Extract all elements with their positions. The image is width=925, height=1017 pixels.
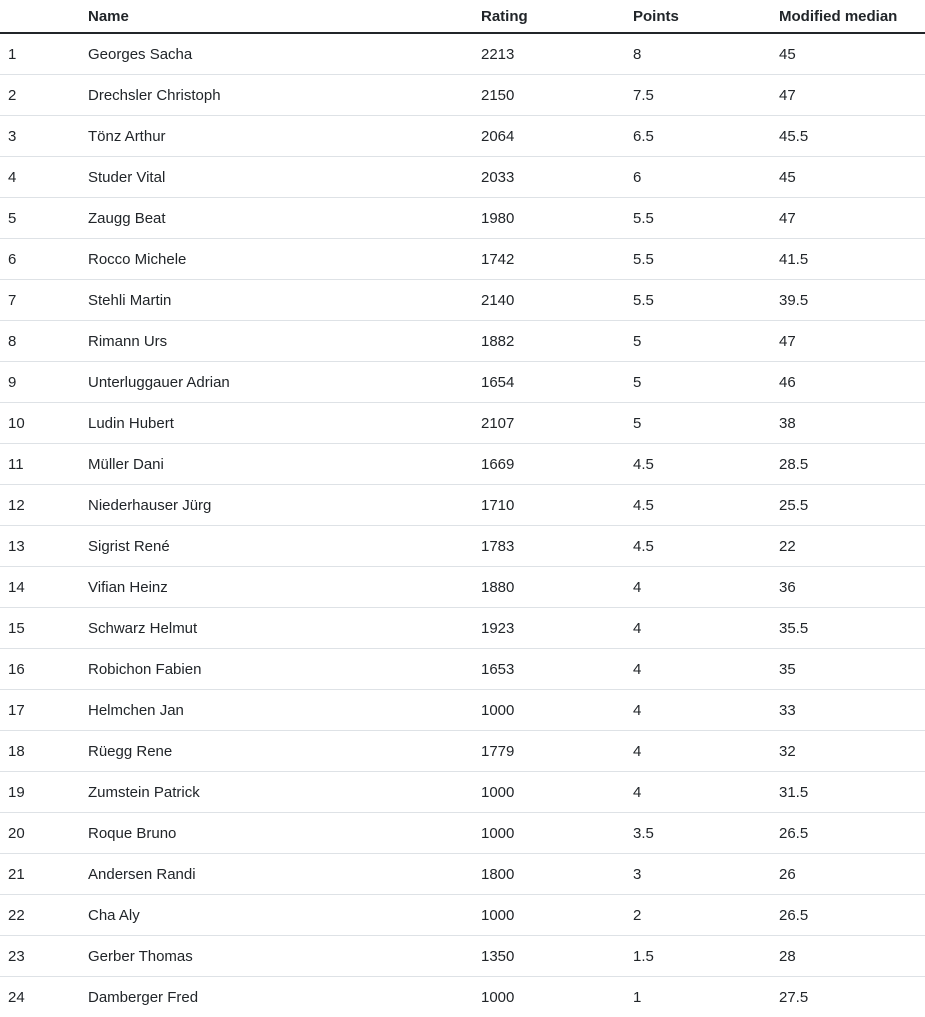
cell-rating: 1779 xyxy=(473,731,625,772)
cell-name: Studer Vital xyxy=(80,157,473,198)
table-row xyxy=(0,362,925,403)
cell-name: Roque Bruno xyxy=(80,813,473,854)
cell-name: Georges Sacha xyxy=(80,33,473,75)
cell-rating: 1783 xyxy=(473,526,625,567)
cell-modified-median: 35 xyxy=(771,649,925,690)
cell-modified-median: 39.5 xyxy=(771,280,925,321)
header-name: Name xyxy=(80,0,473,33)
cell-points: 4.5 xyxy=(625,526,771,567)
cell-rating: 2150 xyxy=(473,75,625,116)
cell-name: Rimann Urs xyxy=(80,321,473,362)
cell-modified-median: 45 xyxy=(771,33,925,75)
cell-modified-median: 33 xyxy=(771,690,925,731)
cell-modified-median: 27.5 xyxy=(779,988,809,1006)
cell-rating: 1000 xyxy=(481,988,515,1006)
cell-rating: 1000 xyxy=(473,895,625,936)
cell-name: Stehli Martin xyxy=(80,280,473,321)
table-row xyxy=(0,772,925,813)
header-rank xyxy=(0,0,80,33)
table-row xyxy=(0,116,925,157)
cell-modified-median: 25.5 xyxy=(771,485,925,526)
cell-name: Rüegg Rene xyxy=(80,731,473,772)
cell-name: Niederhauser Jürg xyxy=(80,485,473,526)
cell-rating: 1880 xyxy=(473,567,625,608)
cell-points: 4 xyxy=(625,608,771,649)
cell-rating: 1000 xyxy=(473,813,625,854)
cell-modified-median: 35.5 xyxy=(771,608,925,649)
cell-points: 5 xyxy=(625,403,771,444)
cell-name: Robichon Fabien xyxy=(80,649,473,690)
cell-points: 6.5 xyxy=(625,116,771,157)
cell-modified-median: 28 xyxy=(771,936,925,977)
cell-points: 3.5 xyxy=(625,813,771,854)
cell-rank: 6 xyxy=(0,239,80,280)
cell-modified-median: 46 xyxy=(771,362,925,403)
cell-rank: 20 xyxy=(0,813,80,854)
cell-name: Unterluggauer Adrian xyxy=(80,362,473,403)
cell-rating: 2107 xyxy=(473,403,625,444)
cell-rank: 2 xyxy=(0,75,80,116)
cell-points: 7.5 xyxy=(625,75,771,116)
cell-rank: 4 xyxy=(0,157,80,198)
header-modified-median: Modified median xyxy=(771,0,925,33)
cell-rank: 11 xyxy=(0,444,80,485)
cell-rank: 10 xyxy=(0,403,80,444)
cell-rank: 23 xyxy=(0,936,80,977)
cell-points: 4 xyxy=(625,649,771,690)
cell-name: Cha Aly xyxy=(80,895,473,936)
cell-name: Gerber Thomas xyxy=(80,936,473,977)
cell-modified-median: 45.5 xyxy=(771,116,925,157)
cell-points: 4.5 xyxy=(625,444,771,485)
table-row xyxy=(0,75,925,116)
table-row xyxy=(0,403,925,444)
standings-table-header xyxy=(0,0,925,33)
cell-rating: 2064 xyxy=(473,116,625,157)
cell-rating: 1742 xyxy=(473,239,625,280)
cell-name: Damberger Fred xyxy=(88,988,199,1006)
cell-name: Zaugg Beat xyxy=(80,198,473,239)
cell-modified-median: 28.5 xyxy=(771,444,925,485)
cell-points: 1 xyxy=(633,988,642,1006)
table-row xyxy=(0,936,925,977)
cell-name: Ludin Hubert xyxy=(80,403,473,444)
header-points: Points xyxy=(625,0,771,33)
cell-points: 3 xyxy=(625,854,771,895)
cell-points: 6 xyxy=(625,157,771,198)
cell-modified-median: 31.5 xyxy=(771,772,925,813)
cell-rating: 1653 xyxy=(473,649,625,690)
cell-rank: 19 xyxy=(0,772,80,813)
cell-modified-median: 41.5 xyxy=(771,239,925,280)
cell-name: Andersen Randi xyxy=(80,854,473,895)
table-row xyxy=(0,198,925,239)
cell-rating: 2213 xyxy=(473,33,625,75)
cell-name: Helmchen Jan xyxy=(80,690,473,731)
standings-table-body xyxy=(0,33,925,1017)
cell-name: Tönz Arthur xyxy=(80,116,473,157)
table-row xyxy=(0,567,925,608)
cell-rank: 14 xyxy=(0,567,80,608)
cell-modified-median: 45 xyxy=(771,157,925,198)
cell-rank: 21 xyxy=(0,854,80,895)
cell-name: Drechsler Christoph xyxy=(80,75,473,116)
cell-name: Schwarz Helmut xyxy=(80,608,473,649)
cell-rank: 8 xyxy=(0,321,80,362)
cell-modified-median: 47 xyxy=(771,75,925,116)
cell-points: 4 xyxy=(625,731,771,772)
cell-name: Sigrist René xyxy=(80,526,473,567)
cell-modified-median: 26.5 xyxy=(771,813,925,854)
table-row xyxy=(0,33,925,75)
cell-points: 4 xyxy=(625,772,771,813)
cell-name: Zumstein Patrick xyxy=(80,772,473,813)
cell-modified-median: 47 xyxy=(771,198,925,239)
table-row xyxy=(0,649,925,690)
table-row xyxy=(0,977,925,1017)
cell-rating: 2033 xyxy=(473,157,625,198)
cell-rating: 1923 xyxy=(473,608,625,649)
cell-points: 5 xyxy=(625,362,771,403)
cell-rank: 1 xyxy=(0,33,80,75)
table-row xyxy=(0,444,925,485)
cell-points: 4.5 xyxy=(625,485,771,526)
cell-rank: 5 xyxy=(0,198,80,239)
cell-name: Müller Dani xyxy=(80,444,473,485)
table-row xyxy=(0,526,925,567)
table-row xyxy=(0,895,925,936)
table-row xyxy=(0,280,925,321)
cell-modified-median: 26 xyxy=(771,854,925,895)
cell-modified-median: 22 xyxy=(771,526,925,567)
header-rating: Rating xyxy=(473,0,625,33)
cell-rating: 1350 xyxy=(473,936,625,977)
cell-rank: 9 xyxy=(0,362,80,403)
cell-rating: 1710 xyxy=(473,485,625,526)
cell-rating: 1980 xyxy=(473,198,625,239)
cell-rating: 1669 xyxy=(473,444,625,485)
table-row xyxy=(0,485,925,526)
cell-points: 4 xyxy=(625,690,771,731)
cell-name: Vifian Heinz xyxy=(80,567,473,608)
table-row xyxy=(0,813,925,854)
cell-rank: 15 xyxy=(0,608,80,649)
table-row xyxy=(0,608,925,649)
cell-modified-median: 38 xyxy=(771,403,925,444)
cell-modified-median: 32 xyxy=(771,731,925,772)
table-row xyxy=(0,731,925,772)
cell-points: 5.5 xyxy=(625,280,771,321)
cell-modified-median: 36 xyxy=(771,567,925,608)
table-row xyxy=(0,321,925,362)
cell-modified-median: 47 xyxy=(771,321,925,362)
cell-rating: 2140 xyxy=(473,280,625,321)
cell-rank: 18 xyxy=(0,731,80,772)
table-row xyxy=(0,854,925,895)
cell-points: 8 xyxy=(625,33,771,75)
cell-points: 5 xyxy=(625,321,771,362)
cell-rating: 1882 xyxy=(473,321,625,362)
cell-points: 4 xyxy=(625,567,771,608)
cell-rating: 1000 xyxy=(473,772,625,813)
cell-rank: 24 xyxy=(8,988,25,1006)
cell-rating: 1654 xyxy=(473,362,625,403)
table-row xyxy=(0,239,925,280)
cell-rank: 16 xyxy=(0,649,80,690)
table-row xyxy=(0,690,925,731)
cell-rank: 22 xyxy=(0,895,80,936)
cell-points: 5.5 xyxy=(625,198,771,239)
cell-rating: 1000 xyxy=(473,690,625,731)
cell-rank: 17 xyxy=(0,690,80,731)
cell-points: 1.5 xyxy=(625,936,771,977)
cell-points: 5.5 xyxy=(625,239,771,280)
cell-modified-median: 26.5 xyxy=(771,895,925,936)
cell-rank: 3 xyxy=(0,116,80,157)
table-row xyxy=(0,157,925,198)
cell-name: Rocco Michele xyxy=(80,239,473,280)
cell-rank: 13 xyxy=(0,526,80,567)
cell-rank: 7 xyxy=(0,280,80,321)
cell-rank: 12 xyxy=(0,485,80,526)
cell-rating: 1800 xyxy=(473,854,625,895)
cell-points: 2 xyxy=(625,895,771,936)
header-row xyxy=(0,0,925,33)
